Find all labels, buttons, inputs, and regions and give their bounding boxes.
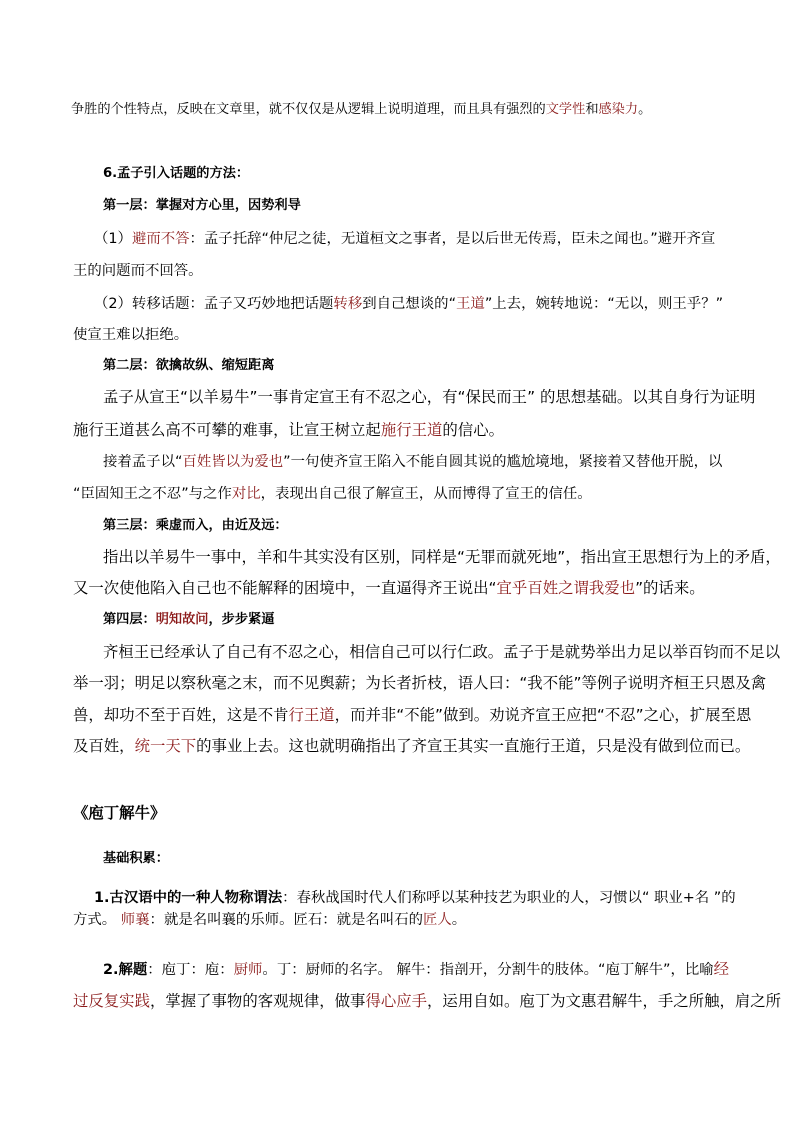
text: ：春秋战国时代人们称呼以某种技艺为职业的人，习惯以“ 职业+名 ”的 [282, 890, 736, 906]
text-line-11 [103, 455, 722, 469]
text: 兽，却功不至于百姓，这是不肯 [73, 706, 289, 724]
text-line-23 [94, 891, 736, 905]
highlight-text: 对比 [231, 486, 261, 502]
text-line-1 [71, 103, 651, 116]
text: 。 [638, 102, 652, 117]
text: 的事业上去。这也就明确指出了齐宣王其实一直施行王道，只是没有做到位而已。 [196, 737, 751, 755]
text-line-17: 齐桓王已经承认了自己有不忍之心，相信自己可以行仁政。孟子于是就势举出力足以举百钧而不足以 [103, 643, 781, 661]
text-line-12 [73, 487, 592, 501]
highlight-text: 过反复实践 [73, 992, 150, 1010]
text: 方式。 [73, 912, 121, 928]
text: ”的话来。 [635, 579, 705, 597]
highlight-text: 王道 [456, 296, 485, 312]
subsection-heading: 基础积累： [103, 851, 169, 866]
text: ，步步紧逼 [208, 612, 275, 627]
text: ”一句使齐宣王陷入不能自圆其说的尴尬境地，紧接着又替他开脱，以 [283, 454, 723, 470]
text-line-26 [73, 994, 781, 1009]
layer-heading-2: 第二层：欲擒故纵、缩短距离 [103, 358, 275, 373]
highlight-text: 转移 [333, 296, 363, 312]
text: （2）转移话题：孟子又巧妙地把话题 [94, 296, 334, 312]
text: ：就是名叫襄的乐师。匠石：就是名叫石的 [149, 912, 423, 928]
text-line-10 [73, 423, 504, 438]
text-line-15 [73, 581, 705, 596]
layer-heading-4 [103, 613, 274, 626]
bold-text: 2.解题 [103, 962, 148, 978]
highlight-text: 行王道 [288, 706, 335, 724]
bold-text: 1.古汉语中的一种人物称谓法 [94, 890, 283, 906]
text: ：孟子托辞“仲尼之徒，无道桓文之事者，是以后世无传焉，臣未之闻也。”避开齐宣 [189, 231, 716, 247]
highlight-text: 得心应手 [365, 992, 428, 1010]
text-line-5: 王的问题而不回答。 [73, 263, 203, 279]
text: 到自己想谈的“ [362, 296, 457, 312]
text: 。丁：厨师的名字。 解牛：指剖开，分割牛的肢体。“庖丁解牛”，比喻 [262, 962, 714, 978]
text: （1） [94, 231, 132, 247]
text: ，运用自如。庖丁为文惠君解牛，手之所触，肩之所 [427, 992, 782, 1010]
text: 接着孟子以“ [103, 454, 183, 470]
highlight-text: 明知故问 [155, 612, 209, 627]
text: ：庖丁：庖： [147, 962, 234, 978]
text-line-20 [73, 739, 750, 754]
highlight-text: 师襄 [120, 912, 150, 928]
text: 争胜的个性特点，反映在文章里，就不仅仅是从逻辑上说明道理，而且具有强烈的 [71, 102, 546, 117]
highlight-text: 感染力 [598, 102, 639, 117]
highlight-text: 宜乎百姓之谓我爱也 [496, 579, 636, 597]
highlight-text: 经 [713, 960, 730, 978]
text-line-18: 举一羽；明足以察秋毫之末，而不见舆薪；为长者折枝，语人曰：“我不能”等例子说明齐桓王只恩及禽 [73, 674, 767, 692]
section-heading-6: 6.孟子引入话题的方法： [103, 166, 250, 181]
text: ，而并非“不能”做到。劝说齐宣王应把“不忍”之心，扩展至恩 [334, 706, 752, 724]
text-line-7: 使宣王难以拒绝。 [73, 327, 189, 343]
text-line-9: 孟子从宣王“以羊易牛”一事肯定宣王有不忍之心，有“保民而王” 的思想基础。以其自身行为证明 [103, 388, 756, 406]
highlight-text: 厨师 [233, 962, 263, 978]
highlight-text: 避而不答 [131, 231, 190, 247]
text: 及百姓， [73, 737, 135, 755]
highlight-text: 文学性 [545, 102, 586, 117]
text: 的信心。 [442, 421, 504, 439]
section-title: 《庖丁解牛》 [73, 804, 166, 822]
highlight-text: 百姓皆以为爱也 [182, 454, 284, 470]
text-line-19 [73, 708, 751, 723]
text: 和 [585, 102, 599, 117]
text: 又一次使他陷入自己也不能解释的困境中，一直逼得齐王说出“ [73, 579, 497, 597]
text: ，表现出自己很了解宣王，从而博得了宣王的信任。 [260, 486, 592, 502]
layer-heading-3: 第三层：乘虚而入，由近及远： [103, 518, 288, 533]
highlight-text: 统一天下 [134, 737, 197, 755]
highlight-text: 施行王道 [380, 421, 443, 439]
text: “臣固知王之不忍”与之作 [73, 486, 232, 502]
text: 施行王道甚么高不可攀的难事，让宣王树立起 [73, 421, 381, 439]
text: 第四层： [103, 612, 156, 627]
text-line-14: 指出以羊易牛一事中，羊和牛其实没有区别，同样是“无罪而就死地”，指出宣王思想行为上的矛盾， [103, 548, 781, 566]
text: ”上去，婉转地说：“无以，则王乎？” [484, 296, 724, 312]
layer-heading-1: 第一层：掌握对方心里，因势利导 [103, 198, 301, 213]
text-line-24 [73, 913, 466, 927]
text: 。 [451, 912, 467, 928]
text-line-6 [94, 297, 723, 311]
text-line-25 [103, 962, 729, 977]
text-line-4 [94, 232, 715, 246]
text: ，掌握了事物的客观规律，做事 [149, 992, 366, 1010]
highlight-text: 匠人 [422, 912, 452, 928]
